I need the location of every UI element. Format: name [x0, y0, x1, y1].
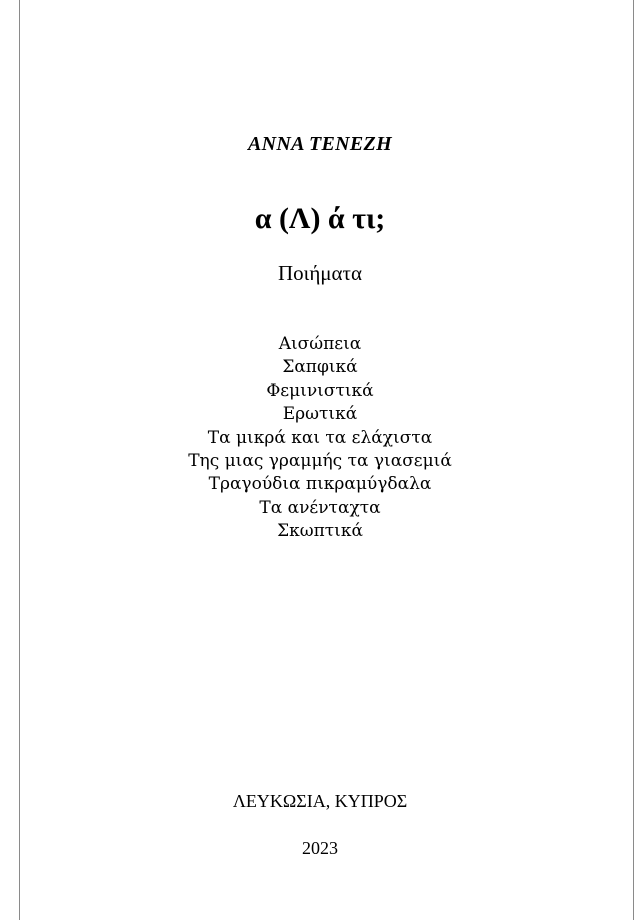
- section-item: Αισώπεια: [278, 334, 362, 354]
- publication-year: 2023: [302, 838, 338, 858]
- section-item: Της μιας γραμμής τα γιασεμιά: [188, 451, 452, 472]
- section-item: Σαπφικά: [282, 357, 358, 378]
- section-list: [0, 333, 640, 544]
- section-item: Τραγούδια πικραμύγδαλα: [208, 474, 432, 495]
- section-item: Φεμινιστικά: [266, 380, 374, 401]
- book-subtitle: Ποιήματα: [278, 261, 362, 285]
- author-name: ΑΝΝΑ ΤΕΝΕΖΗ: [248, 133, 392, 155]
- section-item: Ερωτικά: [282, 404, 358, 425]
- publication-place: ΛΕΥΚΩΣΙΑ, ΚΥΠΡΟΣ: [232, 791, 408, 811]
- book-title: α (Λ) ά τι;: [254, 202, 386, 235]
- section-item: Τα ανένταχτα: [259, 497, 381, 518]
- section-item: Τα μικρά και τα ελάχιστα: [207, 427, 433, 448]
- section-item: Σκωπτικά: [277, 521, 363, 542]
